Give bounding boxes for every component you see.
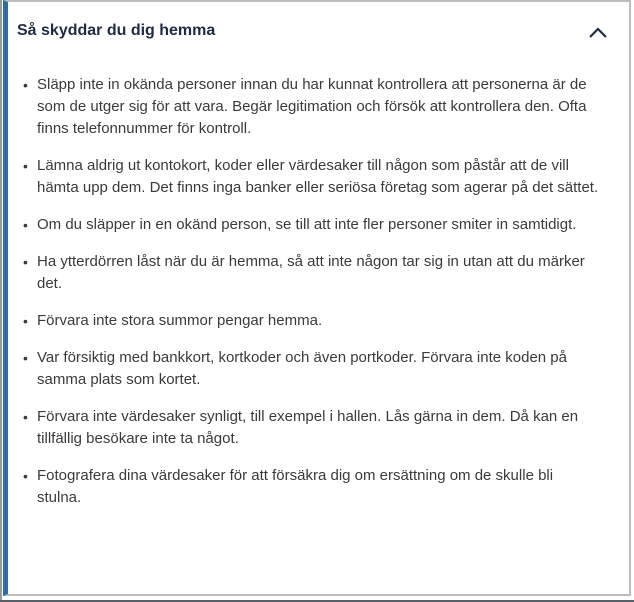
list-item [22,74,601,140]
accordion-panel [3,0,631,596]
list-item [22,251,601,295]
bullet-icon: • [23,313,28,329]
list-item-text: Släpp inte in okända personer innan du har kunnat kontrollera att personerna är de som de utger sig för att vara. Begär legitimation och försök att kontrollera den. Ofta finns telefonnummer för kontroll. [37,76,587,137]
bullet-icon: • [23,217,28,233]
chevron-up-icon[interactable] [588,27,608,39]
list-item-text: Förvara inte värdesaker synligt, till exempel i hallen. Lås gärna in dem. Då kan en tillfällig besökare inte ta något. [37,408,579,447]
list-item-text: Var försiktig med bankkort, kortkoder och även portkoder. Förvara inte koden på samma plats som kortet. [37,349,567,388]
bullet-icon: • [23,158,28,174]
list-item [22,406,601,450]
list-item [22,465,601,509]
list-item [22,310,601,332]
list-item [22,155,601,199]
list-item-text: Ha ytterdörren låst när du är hemma, så att inte någon tar sig in utan att du märker det. [37,253,585,292]
bullet-icon: • [23,77,28,93]
list-item-text: Fotografera dina värdesaker för att försäkra dig om ersättning om de skulle bli stulna. [37,467,554,506]
bullet-icon: • [23,350,28,366]
list-item-text: Lämna aldrig ut kontokort, koder eller värdesaker till någon som påstår att de vill hämta upp dem. Det finns inga banker eller seriösa företag som agerar på det sättet. [37,157,599,196]
list-item [22,347,601,391]
page-left-rule [0,0,2,600]
list-item-text: Förvara inte stora summor pengar hemma. [37,312,323,329]
tips-list [8,74,629,509]
bullet-icon: • [23,409,28,425]
list-item-text: Om du släpper in en okänd person, se till att inte fler personer smiter in samtidigt. [37,216,577,233]
accordion-title: Så skyddar du dig hemma [17,22,216,39]
bullet-icon: • [23,254,28,270]
list-item [22,214,601,236]
bullet-icon: • [23,468,28,484]
accordion-header[interactable] [8,2,629,41]
